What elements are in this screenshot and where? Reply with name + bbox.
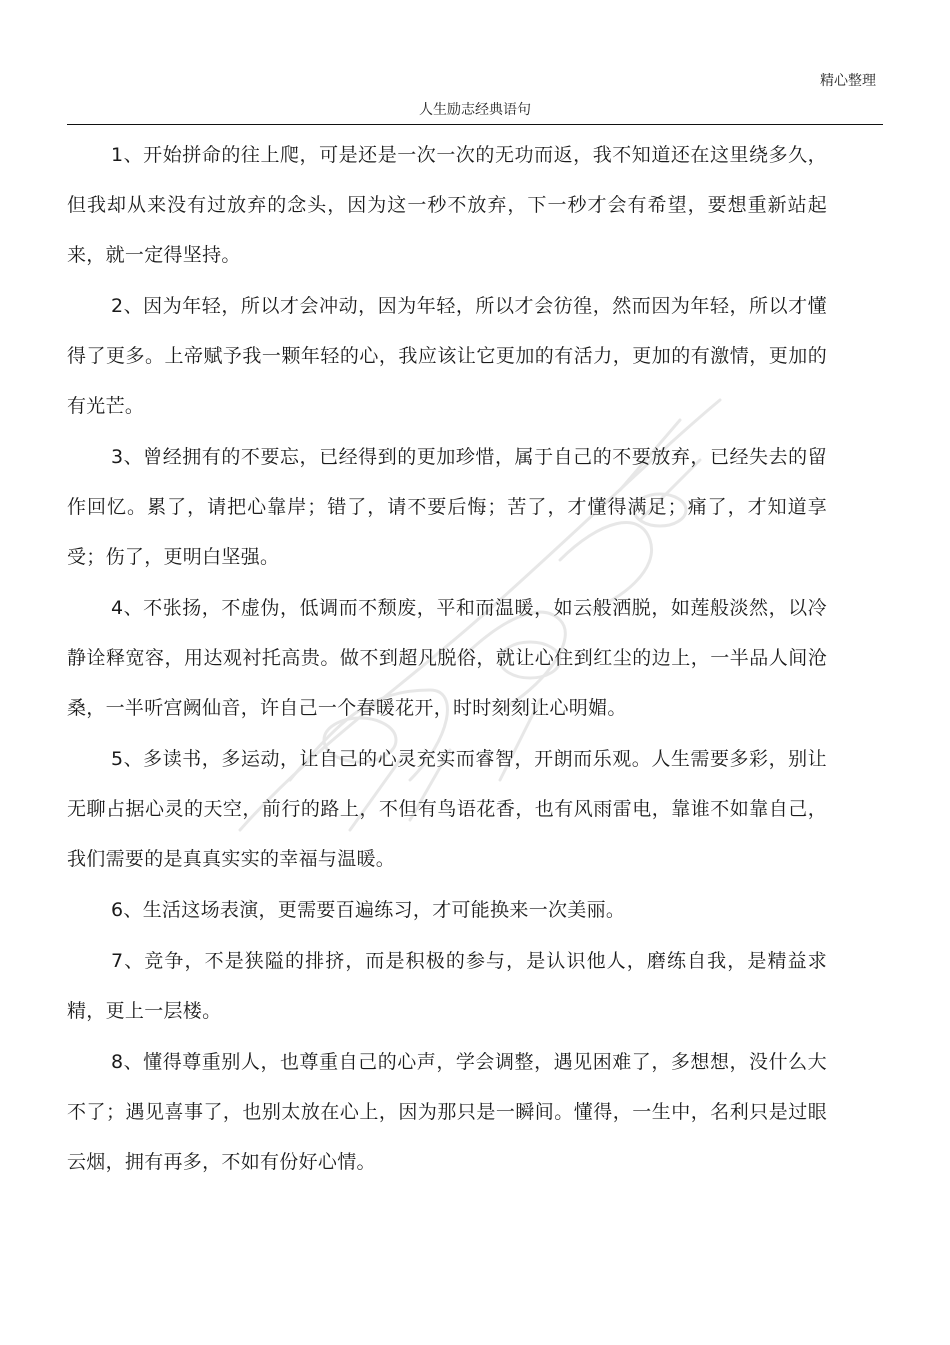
- paragraph-5: 5、多读书，多运动，让自己的心灵充实而睿智，开朗而乐观。人生需要多彩，别让无聊占据心灵的天空，前行的路上，不但有鸟语花香，也有风雨雷电，靠谁不如靠自己，我们需要的是真真实实的幸福与温暖。: [67, 748, 827, 870]
- paragraph-8: 8、懂得尊重别人，也尊重自己的心声，学会调整，遇见困难了，多想想，没什么大不了；遇见喜事了，也别太放在心上，因为那只是一瞬间。懂得，一生中，名利只是过眼云烟，拥有再多，不如有份好心情。: [67, 1051, 827, 1173]
- paragraph-4: 4、不张扬，不虚伪，低调而不颓废，平和而温暖，如云般洒脱，如莲般淡然，以冷静诠释宽容，用达观衬托高贵。做不到超凡脱俗，就让心住到红尘的边上，一半品人间沧桑，一半听宫阙仙音，许自己一个春暖花开，时时刻刻让心明媚。: [67, 597, 827, 719]
- paragraph-1: 1、开始拼命的往上爬，可是还是一次一次的无功而返，我不知道还在这里绕多久，但我却从来没有过放弃的念头，因为这一秒不放弃，下一秒才会有希望，要想重新站起来，就一定得坚持。: [67, 144, 827, 266]
- content-body: [67, 130, 827, 1188]
- corner-label: 精心整理: [820, 73, 876, 89]
- paragraph-6: 6、生活这场表演，更需要百遍练习，才可能换来一次美丽。: [111, 899, 626, 921]
- paragraph-3: 3、曾经拥有的不要忘，已经得到的更加珍惜，属于自己的不要放弃，已经失去的留作回忆。累了，请把心靠岸；错了，请不要后悔；苦了，才懂得满足；痛了，才知道享受；伤了，更明白坚强。: [67, 446, 827, 568]
- page-title: 人生励志经典语句: [419, 102, 531, 118]
- header-divider: [67, 124, 883, 125]
- paragraph-7: 7、竞争，不是狭隘的排挤，而是积极的参与，是认识他人，磨练自我，是精益求精，更上一层楼。: [67, 950, 827, 1022]
- paragraph-2: 2、因为年轻，所以才会冲动，因为年轻，所以才会彷徨，然而因为年轻，所以才懂得了更多。上帝赋予我一颗年轻的心，我应该让它更加的有活力，更加的有激情，更加的有光芒。: [67, 295, 827, 417]
